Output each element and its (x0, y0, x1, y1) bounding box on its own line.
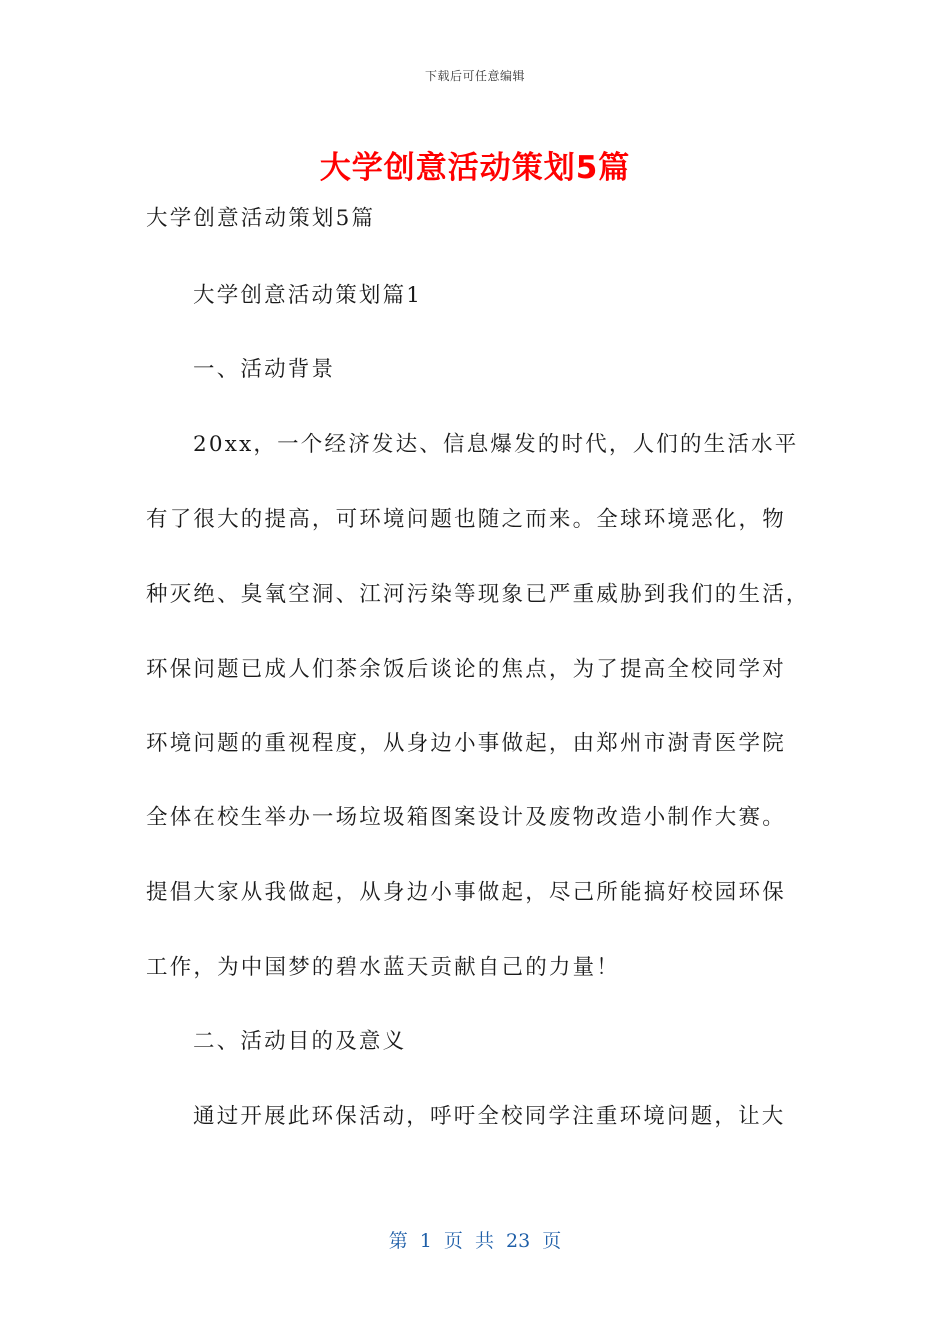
paragraph-line: 提倡大家从我做起，从身边小事做起，尽己所能搞好校园环保 (146, 880, 786, 905)
page-number-footer: 第 1 页 共 23 页 (388, 1230, 562, 1252)
paragraph-line: 通过开展此环保活动，呼吁全校同学注重环境问题，让大 (193, 1104, 786, 1129)
paragraph-line: 环境问题的重视程度，从身边小事做起，由郑州市澍青医学院 (146, 731, 786, 756)
header-note: 下载后可任意编辑 (424, 69, 525, 83)
paragraph-line: 有了很大的提高，可环境问题也随之而来。全球环境恶化，物 (146, 507, 786, 532)
heading-background: 一、活动背景 (193, 357, 336, 382)
heading-purpose: 二、活动目的及意义 (193, 1029, 407, 1054)
paragraph-line: 20xx，一个经济发达、信息爆发的时代，人们的生活水平 (193, 432, 799, 457)
subtitle-line: 大学创意活动策划5篇 (146, 206, 376, 231)
paragraph-line: 全体在校生举办一场垃圾箱图案设计及废物改造小制作大赛。 (146, 805, 786, 830)
document-title: 大学创意活动策划5篇 (319, 150, 631, 186)
section-heading-part1: 大学创意活动策划篇1 (193, 283, 423, 308)
paragraph-line: 种灭绝、臭氧空洞、江河污染等现象已严重威胁到我们的生活， (146, 582, 810, 607)
paragraph-line: 工作，为中国梦的碧水蓝天贡献自己的力量！ (146, 955, 621, 980)
paragraph-line: 环保问题已成人们茶余饭后谈论的焦点，为了提高全校同学对 (146, 657, 786, 682)
